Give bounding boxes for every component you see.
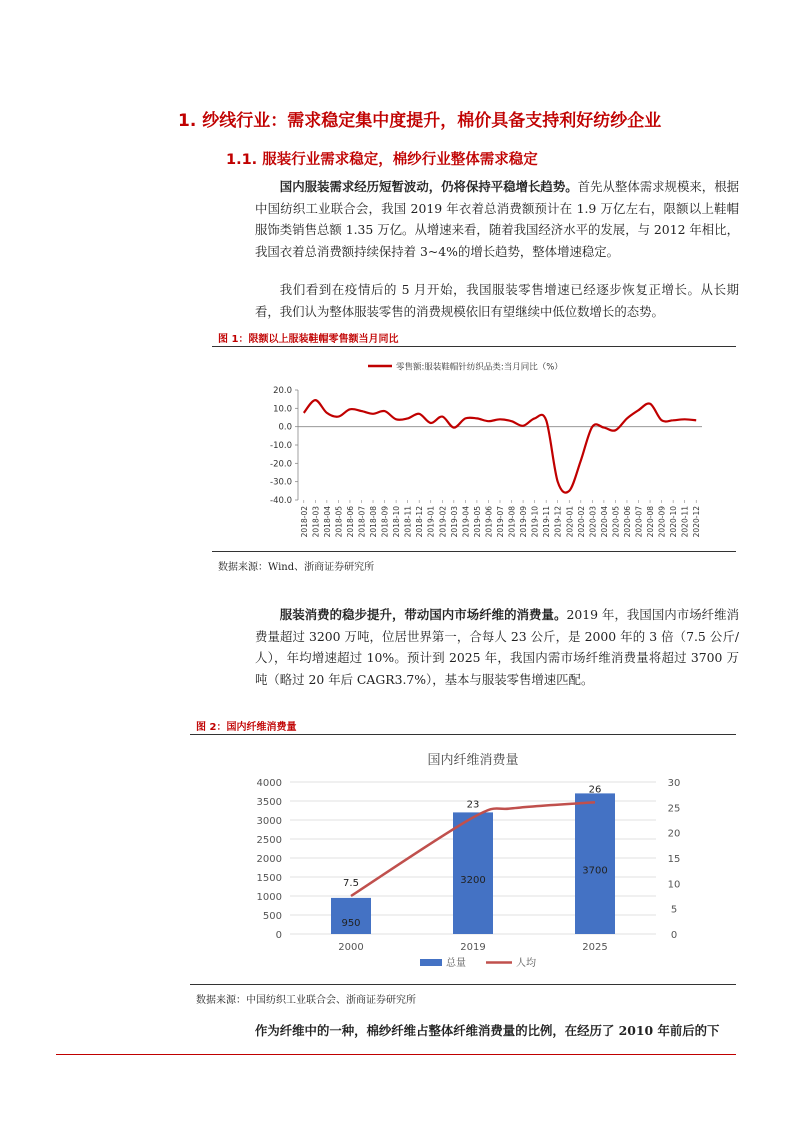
x-tick-label: 2020-10 <box>669 506 679 538</box>
y-left-tick-label: 3000 <box>256 816 282 827</box>
retail-yoy-line-chart <box>212 348 736 548</box>
x-tick-label: 2020-11 <box>680 506 690 538</box>
x-tick-label: 2019-05 <box>472 506 482 538</box>
x-tick-label: 2019-03 <box>449 506 459 538</box>
y-left-tick-label: 4000 <box>256 778 282 789</box>
bar-data-label: 3200 <box>460 875 486 887</box>
chart-title: 国内纤维消费量 <box>427 753 519 768</box>
x-tick-label: 2019-09 <box>519 506 529 538</box>
x-tick-label: 2018-07 <box>357 506 367 538</box>
x-tick-label: 2019-06 <box>484 506 494 538</box>
paragraph-3 <box>255 604 739 690</box>
paragraph-1-lead: 国内服装需求经历短暂波动，仍将保持平稳增长趋势。 <box>279 179 578 194</box>
x-tick-label: 2020-03 <box>588 506 598 538</box>
paragraph-2: 我们看到在疫情后的 5 月开始，我国服装零售增速已经逐步恢复正增长。从长期看，我们认为整体服装零售的消费规模依旧有望继续中低位数增长的态势。 <box>255 282 739 319</box>
x-tick-label: 2018-11 <box>403 506 413 538</box>
x-tick-label: 2019-02 <box>438 506 448 538</box>
bar-data-label: 3700 <box>582 865 608 877</box>
y-left-tick-label: 2000 <box>256 854 282 865</box>
x-tick-label: 2019-08 <box>507 506 517 538</box>
y-left-tick-label: 1000 <box>256 892 282 903</box>
y-left-tick-label: 0 <box>275 930 282 941</box>
y-right-tick-label: 15 <box>667 854 681 865</box>
section-heading-1: 1. 纱线行业：需求稳定集中度提升，棉价具备支持利好纺纱企业 <box>178 111 662 131</box>
x-tick-label: 2020-04 <box>599 506 609 538</box>
x-category-label: 2000 <box>338 942 364 953</box>
x-tick-label: 2020-09 <box>657 506 667 538</box>
x-tick-label: 2019-11 <box>542 506 552 538</box>
x-tick-label: 2019-10 <box>530 506 540 538</box>
x-tick-label: 2019-07 <box>496 506 505 538</box>
bar-total <box>453 812 493 934</box>
x-tick-label: 2019-04 <box>461 506 471 538</box>
paragraph-4 <box>255 1020 739 1042</box>
paragraph-4-lead: 作为纤维中的一种，棉纱纤维占整体纤维消费量的比例，在经历了 2010 年前后的下 <box>255 1023 720 1038</box>
y-left-tick-label: 3500 <box>256 797 282 808</box>
x-tick-label: 2018-03 <box>311 506 321 538</box>
x-tick-label: 2018-12 <box>415 506 425 538</box>
y-right-tick-label: 5 <box>670 904 678 916</box>
x-tick-label: 2018-06 <box>345 506 355 538</box>
fiber-consumption-chart <box>190 736 736 982</box>
paragraph-3-body: 2019 年，我国国内市场纤维消费量超过 3200 万吨，位居世界第一，合每人 23 公斤，是 2000 年的 3 倍（7.5 公斤/人），年均增速超过 10%。预计到 2025 年，我国内需市场纤维消费量将超过 3700 万吨（略过 20 年后 CAGR3.7%），基本与服装零售增速匹配。 <box>255 607 739 687</box>
y-right-tick-label: 10 <box>667 879 681 891</box>
y-tick-label: 10.0 <box>273 404 292 415</box>
bar-data-label: 950 <box>341 917 361 929</box>
footer-rule <box>56 1054 736 1055</box>
legend-line-label: 人均 <box>516 958 536 969</box>
y-right-tick-label: 0 <box>670 930 678 941</box>
y-left-tick-label: 500 <box>262 911 282 922</box>
x-tick-label: 2020-12 <box>692 506 702 538</box>
series-line <box>304 400 696 492</box>
x-tick-label: 2018-09 <box>380 506 390 538</box>
x-tick-label: 2020-01 <box>565 506 575 538</box>
y-left-tick-label: 1500 <box>256 873 282 884</box>
figure-2-top-rule <box>190 734 736 735</box>
figure-2-bottom-rule <box>190 984 736 985</box>
x-tick-label: 2020-05 <box>611 506 621 538</box>
figure-2-source: 数据来源：中国纺织工业联合会、浙商证券研究所 <box>196 995 416 1006</box>
x-tick-label: 2020-08 <box>646 506 656 538</box>
x-tick-label: 2019-12 <box>553 506 563 538</box>
y-tick-label: -30.0 <box>270 477 292 488</box>
paragraph-1-body: 首先从整体需求规模来，根据中国纺织工业联合会，我国 2019 年衣着总消费额预计在 1.9 万亿左右，限额以上鞋帽服饰类销售总额 1.35 万亿。从增速来看，随着我国经济水平的发展，与 2012 年相比，我国衣着总消费额持续保持着 3~4%的增长趋势，整体增速稳定。 <box>255 179 739 259</box>
section-heading-1-1: 1.1. 服装行业需求稳定，棉纱行业整体需求稳定 <box>226 152 538 168</box>
legend-label: 零售额:服装鞋帽针纺织品类:当月同比（%） <box>396 362 563 373</box>
line-data-label: 26 <box>588 784 602 796</box>
bar-total <box>575 793 615 934</box>
x-tick-label: 2018-05 <box>334 506 344 538</box>
figure-1-source: 数据来源：Wind、浙商证券研究所 <box>218 562 375 573</box>
line-data-label: 23 <box>466 799 480 811</box>
y-tick-label: 0.0 <box>278 422 292 433</box>
legend-bar-swatch <box>420 959 442 966</box>
figure-1-label: 图 1：限额以上服装鞋帽零售额当月同比 <box>218 334 399 345</box>
x-tick-label: 2018-04 <box>322 506 332 538</box>
x-category-label: 2019 <box>460 942 486 953</box>
y-tick-label: -40.0 <box>270 496 292 506</box>
figure-1-bottom-rule <box>212 551 736 552</box>
paragraph-1 <box>255 176 739 262</box>
x-category-label: 2025 <box>582 942 608 953</box>
y-right-tick-label: 30 <box>667 778 681 789</box>
x-tick-label: 2020-07 <box>634 506 644 538</box>
y-left-tick-label: 2500 <box>256 835 282 846</box>
paragraph-3-lead: 服装消费的稳步提升，带动国内市场纤维的消费量。 <box>279 607 567 622</box>
x-tick-label: 2018-10 <box>392 506 402 538</box>
legend-bar-label: 总量 <box>446 958 466 969</box>
x-tick-label: 2018-08 <box>369 506 379 538</box>
x-tick-label: 2019-01 <box>426 506 436 538</box>
y-right-tick-label: 25 <box>667 803 681 815</box>
y-right-tick-label: 20 <box>667 828 681 840</box>
line-data-label: 7.5 <box>343 878 359 889</box>
y-tick-label: -20.0 <box>270 459 292 470</box>
figure-2-label: 图 2：国内纤维消费量 <box>196 722 297 733</box>
y-tick-label: -10.0 <box>270 441 292 451</box>
x-tick-label: 2018-02 <box>299 506 309 538</box>
y-tick-label: 20.0 <box>273 386 292 396</box>
figure-1-top-rule <box>212 346 736 347</box>
x-tick-label: 2020-06 <box>622 506 632 538</box>
x-tick-label: 2020-02 <box>576 506 586 538</box>
